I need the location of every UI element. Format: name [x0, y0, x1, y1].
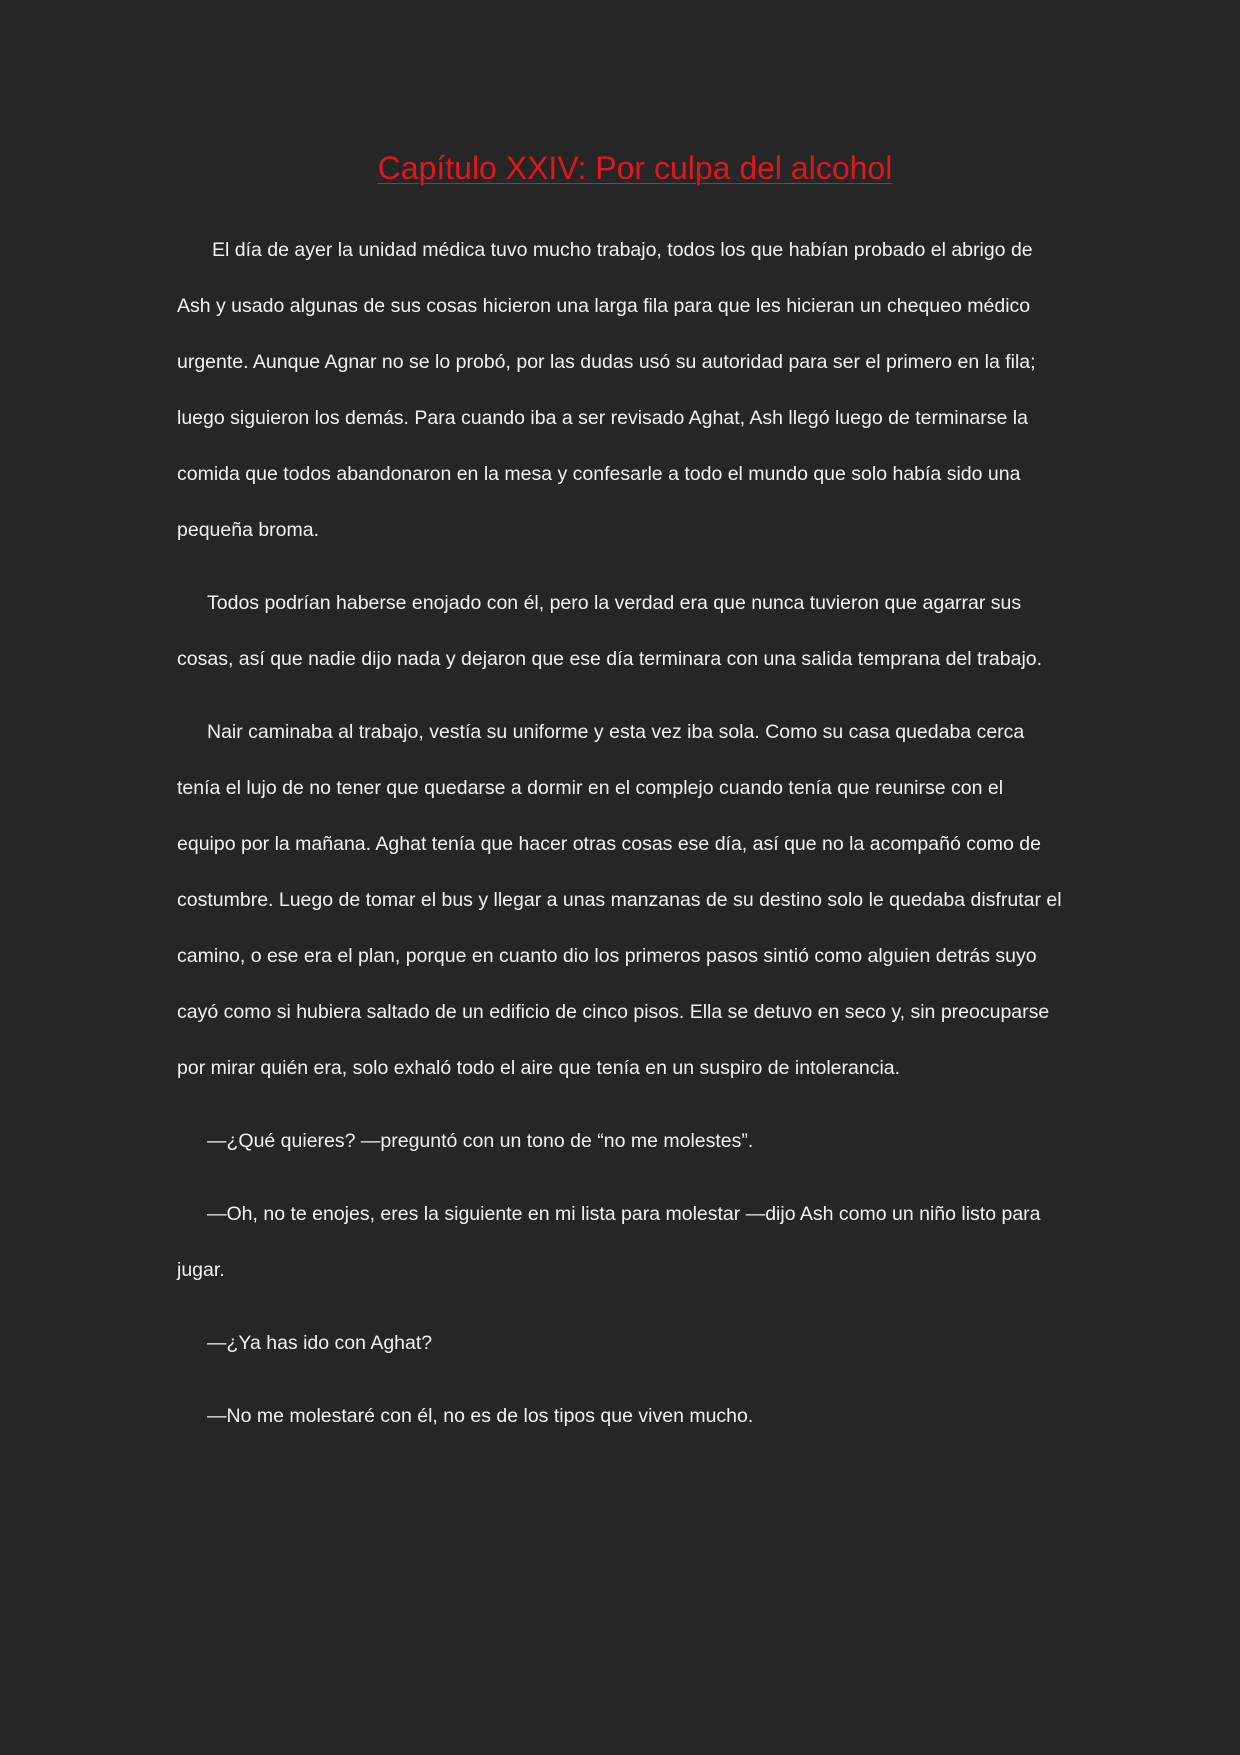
- dialogue-line-2: —Oh, no te enojes, eres la siguiente en mi lista para molestar —dijo Ash como un niño listo para jugar.: [177, 1203, 1041, 1281]
- chapter-body: [177, 222, 1063, 1461]
- dialogue-line-1: —¿Qué quieres? —preguntó con un tono de “no me molestes”.: [207, 1130, 754, 1152]
- paragraph-1: El día de ayer la unidad médica tuvo mucho trabajo, todos los que habían probado el abrigo de Ash y usado algunas de sus cosas hicieron una larga fila para que les hicieran un chequeo médico urgente. Aunque Agnar no se lo probó, por las dudas usó su autoridad para ser el primero en la fila; luego siguieron los demás. Para cuando iba a ser revisado Aghat, Ash llegó luego de terminarse la comida que todos abandonaron en la mesa y confesarle a todo el mundo que solo había sido una pequeña broma.: [177, 239, 1036, 541]
- paragraph-3: Nair caminaba al trabajo, vestía su uniforme y esta vez iba sola. Como su casa quedaba cerca tenía el lujo de no tener que quedarse a dormir en el complejo cuando tenía que reunirse con el equipo por la mañana. Aghat tenía que hacer otras cosas ese día, así que no la acompañó como de costumbre. Luego de tomar el bus y llegar a unas manzanas de su destino solo le quedaba disfrutar el camino, o ese era el plan, porque en cuanto dio los primeros pasos sintió como alguien detrás suyo cayó como si hubiera saltado de un edificio de cinco pisos. Ella se detuvo en seco y, sin preocuparse por mirar quién era, solo exhaló todo el aire que tenía en un suspiro de intolerancia.: [177, 721, 1062, 1079]
- chapter-title: Capítulo XXIV: Por culpa del alcohol: [377, 150, 893, 186]
- paragraph-2: Todos podrían haberse enojado con él, pero la verdad era que nunca tuvieron que agarrar sus cosas, así que nadie dijo nada y dejaron que ese día terminara con una salida temprana del trabajo.: [177, 592, 1043, 670]
- dialogue-line-3: —¿Ya has ido con Aghat?: [207, 1332, 433, 1354]
- dialogue-line-4: —No me molestaré con él, no es de los tipos que viven mucho.: [207, 1405, 754, 1427]
